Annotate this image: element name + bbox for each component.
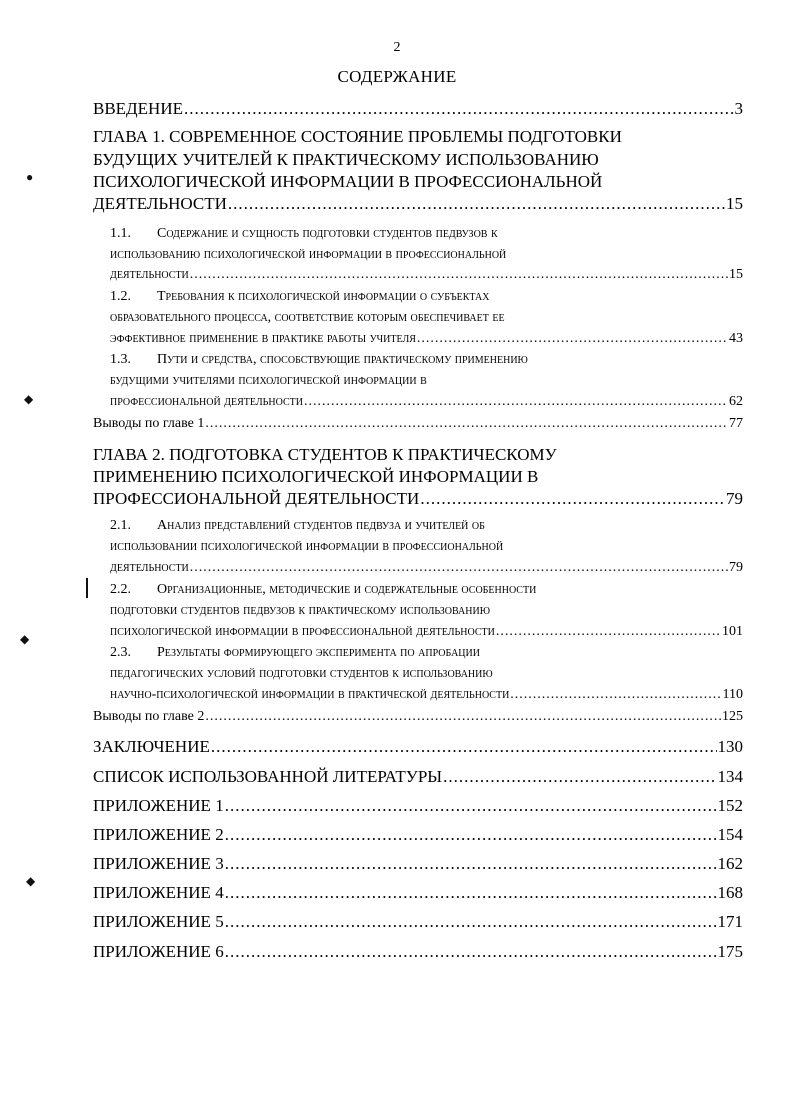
toc-page: 171	[717, 912, 743, 931]
toc-entry-introduction[interactable]: ВВЕДЕНИЕ ..... 3	[93, 100, 743, 117]
toc-page: 168	[717, 883, 743, 902]
toc-section-line: будущими учителями психологической информации в	[110, 373, 427, 388]
toc-entry-chapter-1[interactable]: ДЕЯТЕЛЬНОСТИ ..... 15	[93, 195, 743, 212]
toc-chapter-2-title-line[interactable]: ГЛАВА 2. ПОДГОТОВКА СТУДЕНТОВ К ПРАКТИЧЕСКОМУ	[93, 445, 557, 464]
toc-section-line: образовательного процесса, соответствие которым обеспечивает ее	[110, 310, 505, 325]
toc-section-line-last[interactable]: деятельности ..... 15	[110, 268, 743, 282]
scan-mark-icon: ●	[26, 170, 34, 184]
toc-page: 79	[726, 489, 743, 508]
toc-section-1-2[interactable]: 1.2. Требования к психологической информации о субъектах	[110, 289, 490, 304]
toc-section-line: педагогических условий подготовки студентов к использованию	[110, 666, 493, 681]
toc-page: 3	[734, 99, 743, 118]
toc-entry-references[interactable]: СПИСОК ИСПОЛЬЗОВАННОЙ ЛИТЕРАТУРЫ ..... 134	[93, 768, 743, 785]
toc-section-line: использовании психологической информации в профессиональной	[110, 539, 504, 554]
scan-mark-icon: ◆	[26, 874, 36, 888]
toc-section-line-last[interactable]: научно-психологической информации в практической деятельности ..... 110	[110, 688, 743, 702]
toc-section-line-last[interactable]: деятельности ..... 79	[110, 561, 743, 575]
toc-chapter-2-title-line[interactable]: ПРИМЕНЕНИЮ ПСИХОЛОГИЧЕСКОЙ ИНФОРМАЦИИ В	[93, 467, 539, 486]
toc-section-2-1[interactable]: 2.1. Анализ представлений студентов педвуза и учителей об	[110, 518, 485, 533]
toc-page: 77	[729, 416, 743, 431]
toc-page: 15	[729, 267, 743, 282]
toc-page: 152	[717, 796, 743, 815]
toc-page: 79	[729, 560, 743, 575]
toc-entry-conclusions-1[interactable]: Выводы по главе 1 ..... 77	[93, 417, 743, 431]
toc-section-line-last[interactable]: эффективное применение в практике работы учителя ..... 43	[110, 332, 743, 346]
toc-section-1-3[interactable]: 1.3. Пути и средства, способствующие практическому применению	[110, 352, 528, 367]
toc-entry-appendix-3[interactable]: ПРИЛОЖЕНИЕ 3 ..... 162	[93, 855, 743, 872]
toc-page: 154	[717, 825, 743, 844]
toc-title: СОДЕРЖАНИЕ	[337, 67, 457, 86]
toc-entry-appendix-4[interactable]: ПРИЛОЖЕНИЕ 4 ..... 168	[93, 884, 743, 901]
scan-mark-icon: ◆	[24, 392, 34, 406]
toc-section-line: подготовки студентов педвузов к практическому использованию	[110, 603, 490, 618]
toc-entry-appendix-5[interactable]: ПРИЛОЖЕНИЕ 5 ..... 171	[93, 913, 743, 930]
toc-section-2-2[interactable]: 2.2. Организационные, методические и содержательные особенности	[110, 582, 537, 597]
toc-page: 125	[722, 709, 743, 724]
toc-chapter-1-title-line[interactable]: БУДУЩИХ УЧИТЕЛЕЙ К ПРАКТИЧЕСКОМУ ИСПОЛЬЗОВАНИЮ	[93, 150, 599, 169]
toc-section-1-1[interactable]: 1.1. Содержание и сущность подготовки студентов педвузов к	[110, 226, 498, 241]
toc-entry-appendix-1[interactable]: ПРИЛОЖЕНИЕ 1 ..... 152	[93, 797, 743, 814]
toc-entry-chapter-2[interactable]: ПРОФЕССИОНАЛЬНОЙ ДЕЯТЕЛЬНОСТИ ..... 79	[93, 490, 743, 507]
toc-page: 43	[729, 331, 743, 346]
toc-entry-conclusions-2[interactable]: Выводы по главе 2 ..... 125	[93, 710, 743, 724]
toc-section-line-last[interactable]: психологической информации в профессиональной деятельности ..... 101	[110, 625, 743, 639]
toc-section-2-3[interactable]: 2.3. Результаты формирующего эксперимента по апробации	[110, 645, 480, 660]
toc-page: 62	[729, 394, 743, 409]
toc-chapter-1-title-line[interactable]: ГЛАВА 1. СОВРЕМЕННОЕ СОСТОЯНИЕ ПРОБЛЕМЫ ПОДГОТОВКИ	[93, 127, 622, 146]
scan-mark-icon: ◆	[20, 632, 30, 646]
toc-page: 101	[722, 624, 743, 639]
scan-mark-bar	[86, 578, 88, 598]
toc-page: 175	[717, 942, 743, 961]
toc-chapter-1-title-line[interactable]: ПСИХОЛОГИЧЕСКОЙ ИНФОРМАЦИИ В ПРОФЕССИОНАЛЬНОЙ	[93, 172, 603, 191]
toc-page: 110	[722, 687, 743, 702]
toc-page: 15	[726, 194, 743, 213]
toc-page: 134	[717, 767, 743, 786]
toc-section-line: использованию психологической информации в профессиональной	[110, 247, 507, 262]
toc-section-line-last[interactable]: профессиональной деятельности ..... 62	[110, 395, 743, 409]
toc-entry-conclusion[interactable]: ЗАКЛЮЧЕНИЕ ..... 130	[93, 738, 743, 755]
page-number: 2	[393, 40, 401, 55]
toc-page: 162	[717, 854, 743, 873]
toc-entry-appendix-6[interactable]: ПРИЛОЖЕНИЕ 6 ..... 175	[93, 943, 743, 960]
toc-page: 130	[717, 737, 743, 756]
toc-entry-appendix-2[interactable]: ПРИЛОЖЕНИЕ 2 ..... 154	[93, 826, 743, 843]
